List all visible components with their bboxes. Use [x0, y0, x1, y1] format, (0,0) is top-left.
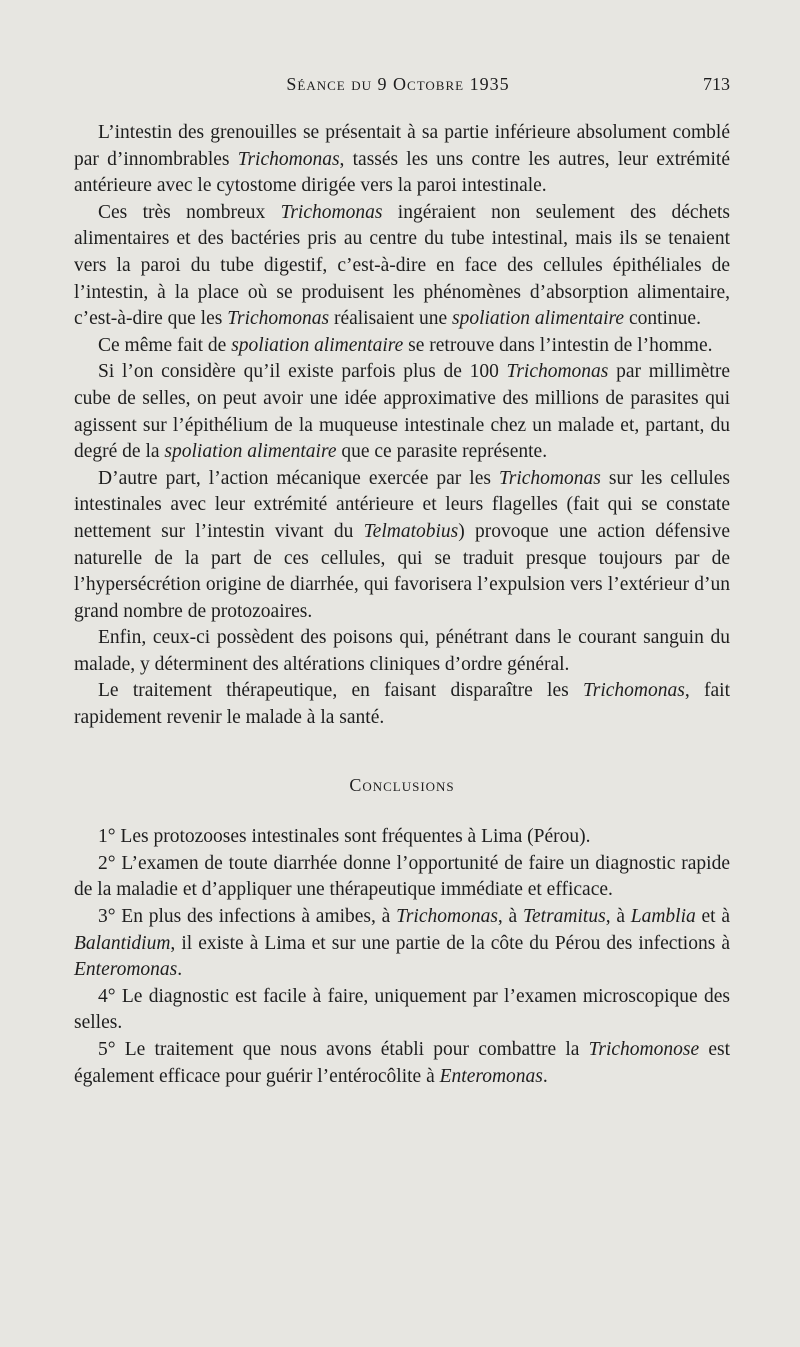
italic-term: Enteromonas: [74, 959, 178, 981]
text-run: 4° Le diagnostic est facile à faire, uniquement par l’examen microscopique des selles.: [74, 985, 730, 1034]
conclusion-item: [74, 904, 730, 984]
text-run: se retrouve dans l’intestin de l’homme.: [403, 334, 713, 356]
italic-term: Enteromonas: [439, 1065, 543, 1087]
text-run: que ce parasite représente.: [336, 441, 548, 463]
text-run: 3° En plus des infections à amibes, à: [98, 906, 397, 928]
article-body: [74, 120, 730, 1090]
italic-term: Lamblia: [630, 906, 696, 928]
text-run: 5° Le traitement que nous avons établi pour combattre la: [98, 1039, 589, 1060]
text-run: , à: [605, 906, 631, 928]
text-run: Le traitement thérapeutique, en faisant disparaître les: [98, 680, 583, 702]
text-run: ) provoque une action défensive naturelle de la part de ces cellules, qui se traduit presque toujours par de l’hypersécrétion origine de diarrhée, qui favorisera l’expulsion vers l’extérieur d’un grand nombre de protozoaires.: [74, 520, 730, 622]
italic-term: Tetramitus: [522, 906, 606, 928]
conclusion-item: [74, 851, 730, 904]
paragraph: [74, 120, 730, 200]
page-number: 713: [703, 74, 730, 94]
text-run: .: [177, 959, 183, 981]
italic-term: spoliation alimentaire: [231, 334, 404, 356]
text-run: , fait rapidement revenir le malade à la santé.: [74, 680, 730, 729]
paragraph: [74, 333, 730, 360]
italic-term: Telmatobius: [363, 520, 459, 542]
italic-term: spoliation alimentaire: [451, 308, 625, 330]
text-run: D’autre part, l’action mécanique exercée par les: [98, 467, 499, 489]
italic-term: Trichomonose: [588, 1039, 700, 1060]
italic-term: Trichomonas: [237, 148, 340, 170]
conclusion-item: [74, 984, 730, 1037]
text-run: .: [542, 1065, 548, 1087]
text-run: ingéraient non seulement des déchets alimentaires et des bactéries pris au centre du tube intestinal, mais ils se tenaient vers la paroi du tube digestif, c’est-à-dire en face des cellules épithéliales de l’intestin, à la place où se produisent les phénomènes d’absorption alimentaire, c’est-à-dire que les: [74, 201, 730, 330]
text-run: L’intestin des grenouilles se présentait à sa partie inférieure absolument comblé par d’innombrables: [74, 122, 730, 170]
italic-term: Trichomonas: [499, 467, 601, 489]
italic-term: Trichomonas: [506, 361, 609, 383]
conclusions-heading: Conclusions: [349, 774, 455, 795]
text-run: réalisaient une: [329, 308, 452, 330]
italic-term: Trichomonas: [396, 906, 498, 928]
italic-term: Trichomonas: [280, 201, 383, 223]
text-run: est également efficace pour guérir l’entérocôlite à: [74, 1039, 730, 1087]
page-header: [66, 74, 730, 104]
text-run: , tassés les uns contre les autres, leur extrémité antérieure avec le cytostome dirigée vers la paroi intestinale.: [74, 148, 730, 197]
text-run: , il existe à Lima et sur une partie de la côte du Pérou des infections à: [170, 932, 730, 954]
conclusions-list: [74, 824, 730, 1090]
conclusion-item: [74, 1037, 730, 1090]
text-run: Enfin, ceux-ci possèdent des poisons qui, pénétrant dans le courant sanguin du malade, y déterminent des altérations cliniques d’ordre général.: [74, 627, 730, 675]
text-run: Ce même fait de: [98, 334, 232, 356]
text-run: Si l’on considère qu’il existe parfois plus de 100: [98, 361, 507, 383]
paragraph: [74, 625, 730, 678]
text-run: par millimètre cube de selles, on peut avoir une idée approximative des millions de parasites qui agissent sur l’épithélium de la muqueuse intestinale chez un malade et, partant, du degré de la: [74, 361, 730, 463]
text-run: et à: [695, 906, 731, 928]
italic-term: Balantidium: [74, 932, 171, 954]
paragraph: [74, 359, 730, 465]
text-run: continue.: [624, 308, 701, 330]
italic-term: spoliation alimentaire: [164, 441, 337, 463]
text-run: sur les cellules intestinales avec leur extrémité antérieure et leurs flagelles (fait qui se constate nettement sur l’intestin vivant du: [74, 467, 730, 542]
paragraphs: [74, 120, 730, 732]
running-title: Séance du 9 Octobre 1935: [286, 74, 510, 94]
text-run: 2° L’examen de toute diarrhée donne l’opportunité de faire un diagnostic rapide de la maladie et d’appliquer une thérapeutique immédiate et efficace.: [74, 852, 730, 901]
text-run: Ces très nombreux: [98, 201, 281, 223]
text-run: 1° Les protozooses intestinales sont fréquentes à Lima (Pérou).: [98, 826, 591, 848]
italic-term: Trichomonas: [227, 308, 330, 330]
italic-term: Trichomonas: [582, 680, 685, 702]
paragraph: [74, 678, 730, 731]
paragraph: [74, 466, 730, 626]
text-run: , à: [497, 906, 523, 928]
paragraph: [74, 200, 730, 333]
conclusion-item: [74, 824, 730, 851]
